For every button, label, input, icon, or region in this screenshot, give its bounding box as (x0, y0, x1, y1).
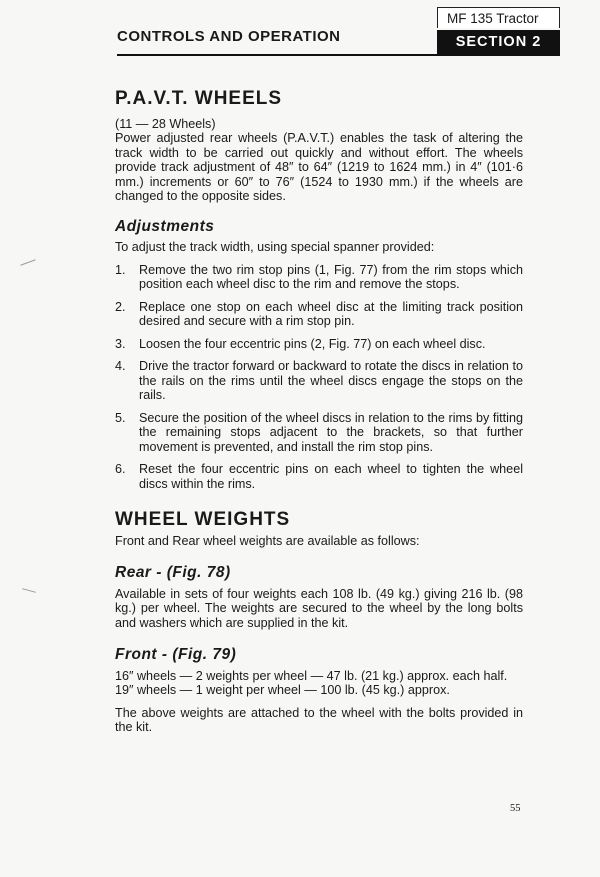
step-item (115, 263, 523, 292)
step-text: Reset the four eccentric pins on each wheel to tighten the wheel discs within the rims. (139, 462, 523, 491)
step-number: 5. (115, 410, 126, 425)
scan-mark-left-1 (20, 259, 35, 265)
front-weights-line-19: 19″ wheels — 1 weight per wheel — 100 lb. (45 kg.) approx. (115, 683, 450, 697)
step-item (115, 359, 523, 403)
step-item (115, 462, 523, 491)
pavt-subtitle: (11 — 28 Wheels) (115, 116, 216, 131)
header-model-box: MF 135 Tractor (437, 7, 560, 28)
pavt-title: P.A.V.T. WHEELS (115, 88, 283, 109)
step-number: 4. (115, 359, 126, 373)
wheel-weights-intro: Front and Rear wheel weights are available as follows: (115, 533, 420, 548)
page-number: 55 (510, 803, 521, 814)
step-number: 6. (115, 462, 126, 476)
scan-mark-left-2 (22, 588, 36, 593)
step-number: 1. (115, 262, 126, 277)
front-weights-note: The above weights are attached to the wheel with the bolts provided in the kit. (115, 705, 523, 734)
rear-weights-title: Rear - (Fig. 78) (115, 564, 231, 581)
step-text: Secure the position of the wheel discs in relation to the rims by fitting the remaining stops adjacent to the brackets, so that further movement is prevented, and install the rim stop pins. (139, 410, 523, 454)
step-text: Remove the two rim stop pins (1, Fig. 77) from the rim stops which position each wheel disc to the rim and remove the stops. (139, 262, 523, 291)
step-text: Replace one stop on each wheel disc at the limiting track position desired and secure with a rim stop pin. (139, 299, 523, 328)
adjustments-title: Adjustments (115, 217, 215, 235)
rear-weights-text: Available in sets of four weights each 108 lb. (49 kg.) giving 216 lb. (98 kg.) per wheel. The weights are secured to the wheel by the long bolts and washers which are supplied in the kit. (115, 586, 523, 630)
step-number: 2. (115, 299, 126, 314)
step-text: Drive the tractor forward or backward to rotate the discs in relation to the rails on the rims until the wheel discs engage the stops on the rails. (139, 359, 523, 402)
pavt-intro: Power adjusted rear wheels (P.A.V.T.) enables the task of altering the track width to be carried out quickly and without effort. The wheels provide track adjustment of 48″ to 64″ (1219 to 1624 mm.) in 4″ (101·6 mm.) increments or 60″ to 76″ (1524 to 1930 mm.) if the wheels are changed to the opposite sides. (115, 131, 523, 203)
front-weights-title: Front - (Fig. 79) (115, 646, 237, 663)
adjustments-intro: To adjust the track width, using special spanner provided: (115, 240, 435, 254)
step-item (115, 337, 523, 352)
step-item (115, 411, 523, 455)
step-text: Loosen the four eccentric pins (2, Fig. 77) on each wheel disc. (139, 336, 486, 351)
page-content (115, 88, 523, 735)
header-section-tab: SECTION 2 (437, 30, 560, 54)
step-item (115, 300, 523, 329)
front-weights-line-16: 16″ wheels — 2 weights per wheel — 47 lb. (21 kg.) approx. each half. (115, 668, 508, 683)
adjustment-steps (115, 263, 523, 492)
header-rule (117, 54, 560, 56)
step-number: 3. (115, 336, 126, 351)
wheel-weights-title: WHEEL WEIGHTS (115, 509, 291, 530)
header-section-title: CONTROLS AND OPERATION (117, 28, 341, 45)
